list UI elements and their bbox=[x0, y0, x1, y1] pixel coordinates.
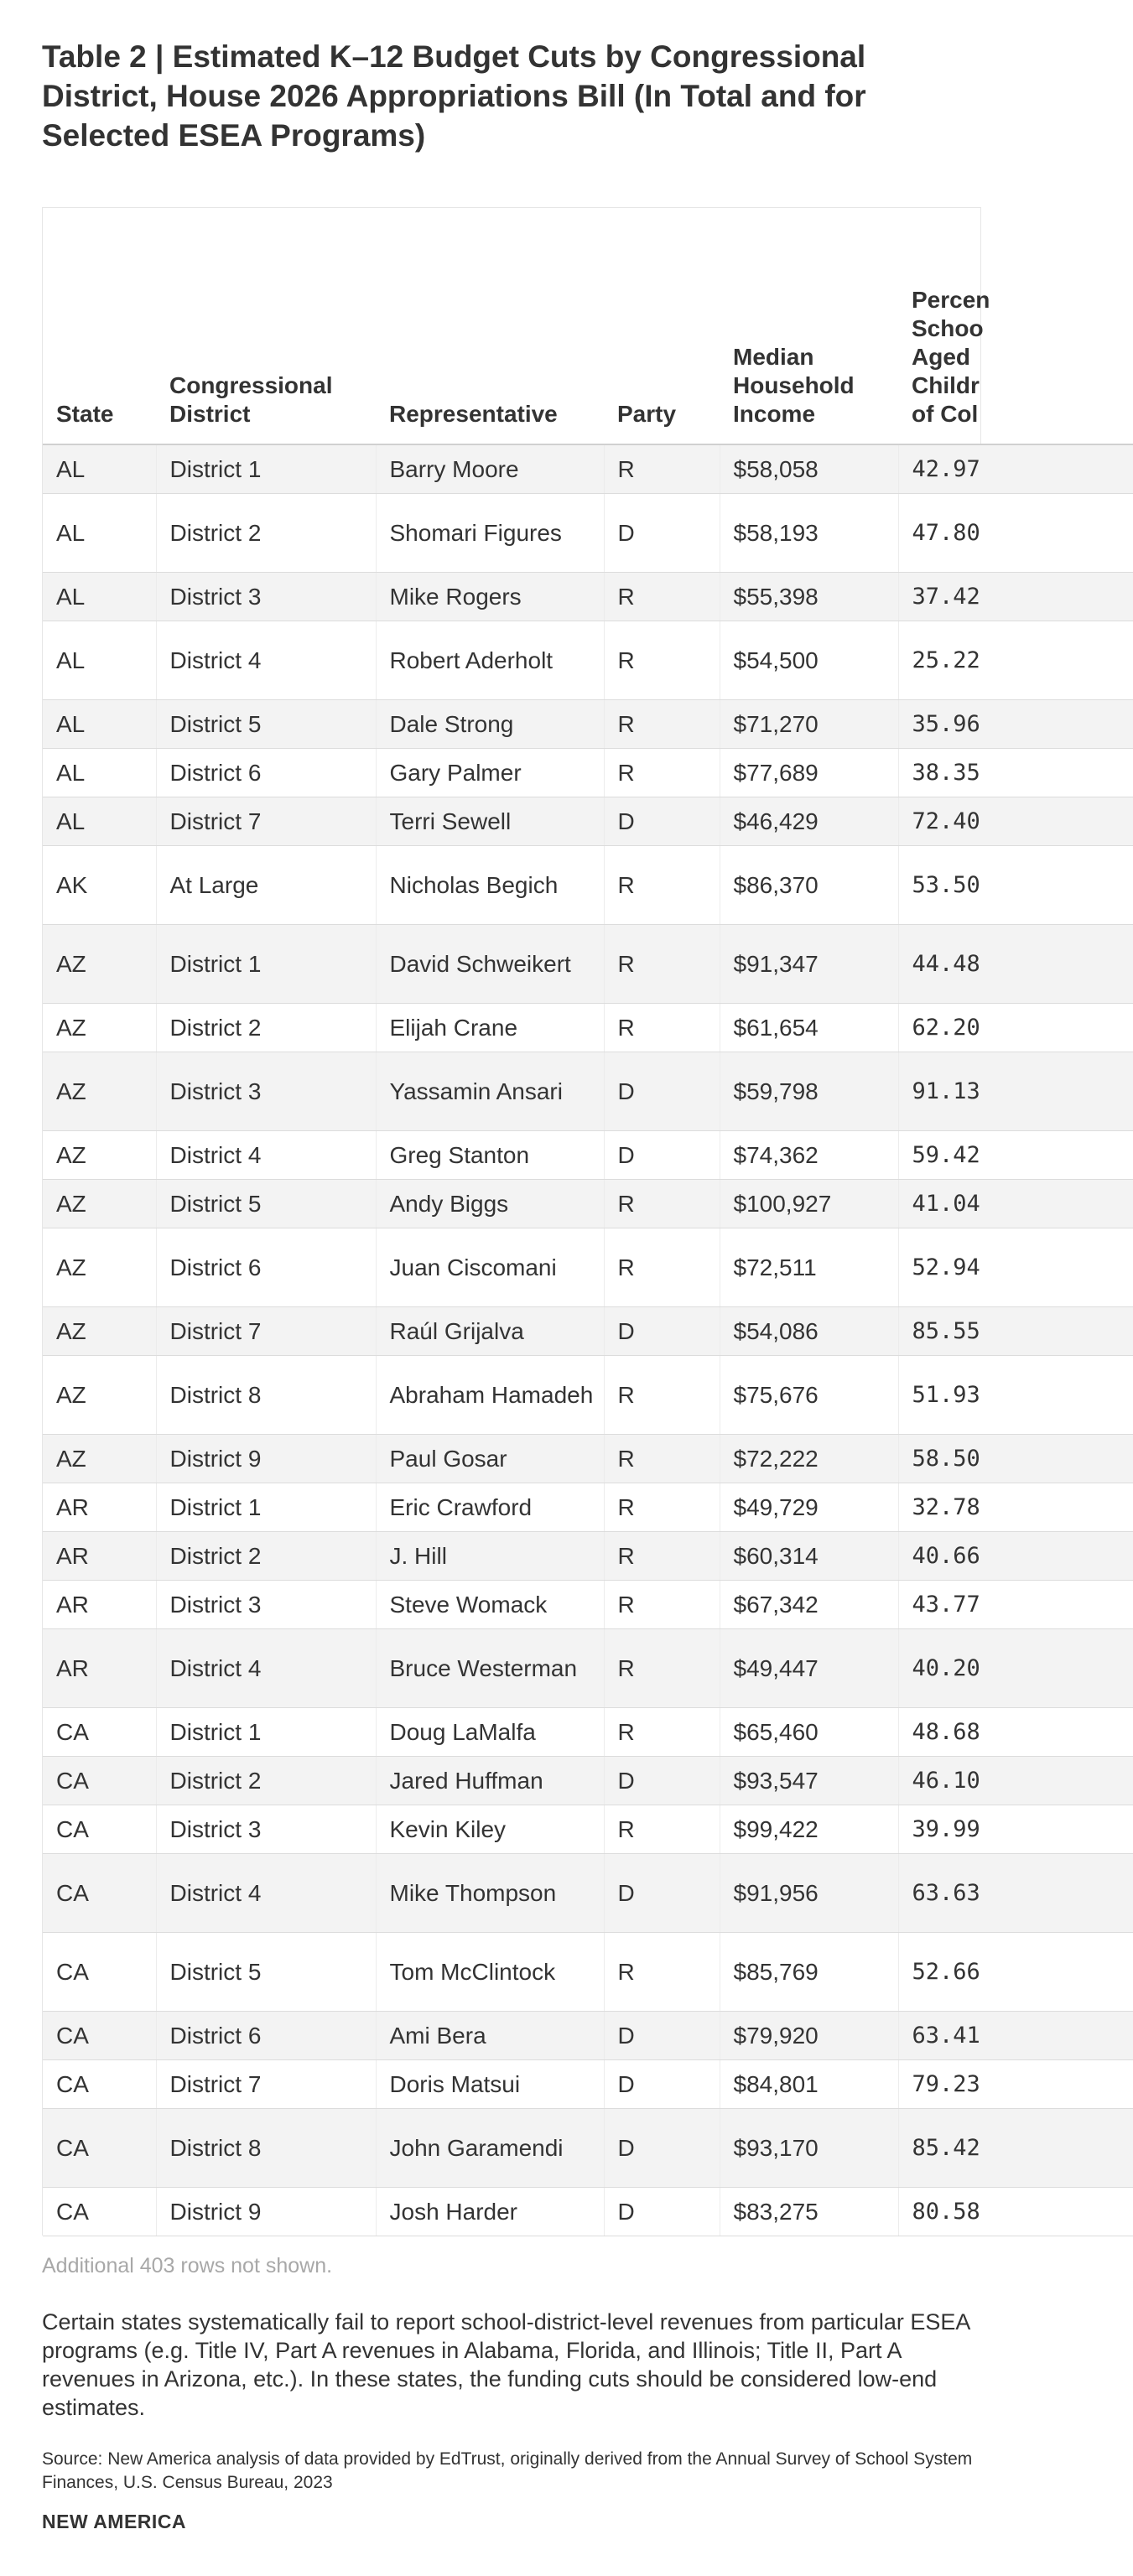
cell-percent: 39.99 bbox=[898, 1805, 1133, 1853]
table-row bbox=[43, 2187, 1133, 2236]
cell-district: District 8 bbox=[156, 2108, 376, 2187]
cell-district: At Large bbox=[156, 845, 376, 924]
footnote: Certain states systematically fail to report school-district-level revenues from particular ESEA programs (e.g. Title IV, Part A revenues in Alabama, Florida, and Illinois; Title II, Part A revenues in Arizona, etc.). In these states, the funding cuts should be considered low-end estimates. bbox=[42, 2309, 969, 2420]
cell-income: $46,429 bbox=[720, 797, 898, 845]
cell-representative: Gary Palmer bbox=[376, 748, 604, 797]
cell-percent: 53.50 bbox=[898, 845, 1133, 924]
cell-income: $93,170 bbox=[720, 2108, 898, 2187]
cell-party: R bbox=[604, 1483, 720, 1531]
table-row bbox=[43, 924, 1133, 1003]
cell-state: CA bbox=[43, 2059, 156, 2108]
table-row bbox=[43, 1853, 1133, 1932]
cell-state: AR bbox=[43, 1483, 156, 1531]
cell-party: R bbox=[604, 1707, 720, 1756]
cell-representative: Kevin Kiley bbox=[376, 1805, 604, 1853]
column-header-state[interactable]: State bbox=[43, 208, 156, 444]
table-row bbox=[43, 621, 1133, 699]
table-row bbox=[43, 1932, 1133, 2011]
cell-district: District 4 bbox=[156, 1628, 376, 1707]
table-row bbox=[43, 493, 1133, 572]
cell-party: R bbox=[604, 1003, 720, 1052]
cell-percent: 46.10 bbox=[898, 1756, 1133, 1805]
table-row bbox=[43, 699, 1133, 748]
table-row bbox=[43, 1580, 1133, 1628]
cell-state: AZ bbox=[43, 1130, 156, 1179]
cell-representative: Andy Biggs bbox=[376, 1179, 604, 1228]
table-row bbox=[43, 1531, 1133, 1580]
cell-state: AR bbox=[43, 1628, 156, 1707]
cell-percent: 32.78 bbox=[898, 1483, 1133, 1531]
cell-income: $67,342 bbox=[720, 1580, 898, 1628]
cell-representative: Mike Thompson bbox=[376, 1853, 604, 1932]
cell-income: $99,422 bbox=[720, 1805, 898, 1853]
cell-district: District 3 bbox=[156, 1805, 376, 1853]
cell-percent: 40.20 bbox=[898, 1628, 1133, 1707]
table-row bbox=[43, 1628, 1133, 1707]
cell-representative: Doug LaMalfa bbox=[376, 1707, 604, 1756]
cell-income: $71,270 bbox=[720, 699, 898, 748]
cell-state: AL bbox=[43, 493, 156, 572]
cell-state: AL bbox=[43, 621, 156, 699]
cell-party: R bbox=[604, 1805, 720, 1853]
table-row bbox=[43, 845, 1133, 924]
cell-representative: Juan Ciscomani bbox=[376, 1228, 604, 1306]
cell-state: CA bbox=[43, 1805, 156, 1853]
cell-party: D bbox=[604, 1756, 720, 1805]
cell-representative: Paul Gosar bbox=[376, 1434, 604, 1483]
cell-district: District 5 bbox=[156, 699, 376, 748]
cell-state: AR bbox=[43, 1580, 156, 1628]
cell-percent: 41.04 bbox=[898, 1179, 1133, 1228]
cell-percent: 52.94 bbox=[898, 1228, 1133, 1306]
cell-state: AZ bbox=[43, 1003, 156, 1052]
cell-state: AL bbox=[43, 444, 156, 493]
column-header-percent[interactable]: Percen Schoo Aged Childr of Col bbox=[898, 208, 1133, 444]
table-row bbox=[43, 1434, 1133, 1483]
cell-state: AZ bbox=[43, 924, 156, 1003]
cell-party: D bbox=[604, 797, 720, 845]
cell-income: $91,347 bbox=[720, 924, 898, 1003]
cell-party: R bbox=[604, 572, 720, 621]
cell-district: District 1 bbox=[156, 1707, 376, 1756]
cell-party: R bbox=[604, 1580, 720, 1628]
cell-representative: Dale Strong bbox=[376, 699, 604, 748]
page-title: Table 2 | Estimated K–12 Budget Cuts by Congressional District, House 2026 Appropriations Bill (In Total and for Selected ESEA Programs) bbox=[42, 39, 866, 153]
cell-representative: John Garamendi bbox=[376, 2108, 604, 2187]
cell-party: D bbox=[604, 1052, 720, 1130]
cell-state: CA bbox=[43, 1707, 156, 1756]
cell-state: CA bbox=[43, 1932, 156, 2011]
column-header-party[interactable]: Party bbox=[604, 208, 720, 444]
cell-district: District 7 bbox=[156, 797, 376, 845]
cell-district: District 6 bbox=[156, 748, 376, 797]
cell-party: R bbox=[604, 621, 720, 699]
cell-representative: Eric Crawford bbox=[376, 1483, 604, 1531]
cell-representative: Steve Womack bbox=[376, 1580, 604, 1628]
cell-state: CA bbox=[43, 2187, 156, 2236]
cell-party: D bbox=[604, 1306, 720, 1355]
cell-district: District 4 bbox=[156, 1853, 376, 1932]
table-header-row bbox=[43, 208, 1133, 444]
cell-state: CA bbox=[43, 2108, 156, 2187]
cell-percent: 85.42 bbox=[898, 2108, 1133, 2187]
cell-income: $74,362 bbox=[720, 1130, 898, 1179]
cell-percent: 43.77 bbox=[898, 1580, 1133, 1628]
cell-district: District 7 bbox=[156, 1306, 376, 1355]
cell-representative: Josh Harder bbox=[376, 2187, 604, 2236]
cell-district: District 6 bbox=[156, 1228, 376, 1306]
cell-state: AZ bbox=[43, 1179, 156, 1228]
cell-district: District 4 bbox=[156, 621, 376, 699]
cell-party: R bbox=[604, 1628, 720, 1707]
source-note: Source: New America analysis of data provided by EdTrust, originally derived from the Annual Survey of School System Finances, U.S. Census Bureau, 2023 bbox=[42, 2449, 973, 2492]
cell-party: D bbox=[604, 2059, 720, 2108]
cell-representative: Barry Moore bbox=[376, 444, 604, 493]
cell-representative: David Schweikert bbox=[376, 924, 604, 1003]
cell-income: $65,460 bbox=[720, 1707, 898, 1756]
cell-district: District 5 bbox=[156, 1932, 376, 2011]
cell-percent: 35.96 bbox=[898, 699, 1133, 748]
cell-percent: 42.97 bbox=[898, 444, 1133, 493]
cell-income: $83,275 bbox=[720, 2187, 898, 2236]
cell-state: CA bbox=[43, 1756, 156, 1805]
table-row bbox=[43, 1756, 1133, 1805]
cell-income: $61,654 bbox=[720, 1003, 898, 1052]
column-header-income[interactable]: Median Household Income bbox=[720, 208, 898, 444]
table-row bbox=[43, 1306, 1133, 1355]
cell-representative: Elijah Crane bbox=[376, 1003, 604, 1052]
cell-percent: 48.68 bbox=[898, 1707, 1133, 1756]
cell-percent: 47.80 bbox=[898, 493, 1133, 572]
cell-district: District 1 bbox=[156, 924, 376, 1003]
cell-party: R bbox=[604, 924, 720, 1003]
cell-state: AL bbox=[43, 797, 156, 845]
cell-state: AZ bbox=[43, 1434, 156, 1483]
cell-percent: 72.40 bbox=[898, 797, 1133, 845]
cell-district: District 2 bbox=[156, 1531, 376, 1580]
cell-party: R bbox=[604, 1228, 720, 1306]
cell-party: D bbox=[604, 493, 720, 572]
cell-district: District 7 bbox=[156, 2059, 376, 2108]
table-row bbox=[43, 2011, 1133, 2059]
cell-income: $91,956 bbox=[720, 1853, 898, 1932]
cell-district: District 2 bbox=[156, 1756, 376, 1805]
cell-district: District 9 bbox=[156, 1434, 376, 1483]
cell-state: AZ bbox=[43, 1228, 156, 1306]
cell-income: $55,398 bbox=[720, 572, 898, 621]
cell-state: CA bbox=[43, 2011, 156, 2059]
table-row bbox=[43, 2059, 1133, 2108]
cell-district: District 5 bbox=[156, 1179, 376, 1228]
table-row bbox=[43, 1228, 1133, 1306]
cell-income: $60,314 bbox=[720, 1531, 898, 1580]
cell-income: $58,193 bbox=[720, 493, 898, 572]
cell-representative: Ami Bera bbox=[376, 2011, 604, 2059]
cell-party: R bbox=[604, 1355, 720, 1434]
cell-district: District 4 bbox=[156, 1130, 376, 1179]
table-row bbox=[43, 1179, 1133, 1228]
cell-percent: 37.42 bbox=[898, 572, 1133, 621]
table-row bbox=[43, 1707, 1133, 1756]
cell-district: District 3 bbox=[156, 1580, 376, 1628]
cell-percent: 79.23 bbox=[898, 2059, 1133, 2108]
cell-district: District 2 bbox=[156, 493, 376, 572]
table-row bbox=[43, 1130, 1133, 1179]
cell-district: District 3 bbox=[156, 1052, 376, 1130]
cell-representative: Terri Sewell bbox=[376, 797, 604, 845]
cell-income: $85,769 bbox=[720, 1932, 898, 2011]
cell-representative: Shomari Figures bbox=[376, 493, 604, 572]
cell-income: $72,222 bbox=[720, 1434, 898, 1483]
cell-representative: Greg Stanton bbox=[376, 1130, 604, 1179]
cell-income: $49,447 bbox=[720, 1628, 898, 1707]
cell-party: R bbox=[604, 845, 720, 924]
cell-party: D bbox=[604, 2011, 720, 2059]
more-rows-note: Additional 403 rows not shown. bbox=[42, 2254, 333, 2277]
cell-percent: 40.66 bbox=[898, 1531, 1133, 1580]
cell-party: R bbox=[604, 748, 720, 797]
cell-representative: J. Hill bbox=[376, 1531, 604, 1580]
cell-income: $49,729 bbox=[720, 1483, 898, 1531]
table-row bbox=[43, 1355, 1133, 1434]
cell-district: District 6 bbox=[156, 2011, 376, 2059]
cell-party: R bbox=[604, 1932, 720, 2011]
cell-district: District 2 bbox=[156, 1003, 376, 1052]
cell-percent: 59.42 bbox=[898, 1130, 1133, 1179]
data-table bbox=[43, 208, 1133, 2236]
cell-income: $54,500 bbox=[720, 621, 898, 699]
cell-representative: Tom McClintock bbox=[376, 1932, 604, 2011]
brand-name: NEW AMERICA bbox=[42, 2511, 187, 2532]
table-row bbox=[43, 1003, 1133, 1052]
cell-income: $59,798 bbox=[720, 1052, 898, 1130]
cell-percent: 80.58 bbox=[898, 2187, 1133, 2236]
cell-district: District 3 bbox=[156, 572, 376, 621]
cell-income: $75,676 bbox=[720, 1355, 898, 1434]
cell-state: AL bbox=[43, 572, 156, 621]
cell-district: District 9 bbox=[156, 2187, 376, 2236]
cell-party: R bbox=[604, 1179, 720, 1228]
cell-income: $86,370 bbox=[720, 845, 898, 924]
table-row bbox=[43, 2108, 1133, 2187]
cell-income: $54,086 bbox=[720, 1306, 898, 1355]
cell-income: $79,920 bbox=[720, 2011, 898, 2059]
cell-representative: Nicholas Begich bbox=[376, 845, 604, 924]
cell-party: D bbox=[604, 2187, 720, 2236]
cell-income: $72,511 bbox=[720, 1228, 898, 1306]
cell-party: R bbox=[604, 1434, 720, 1483]
column-header-representative[interactable]: Representative bbox=[376, 208, 604, 444]
cell-percent: 44.48 bbox=[898, 924, 1133, 1003]
cell-percent: 85.55 bbox=[898, 1306, 1133, 1355]
cell-party: R bbox=[604, 444, 720, 493]
cell-representative: Mike Rogers bbox=[376, 572, 604, 621]
cell-percent: 25.22 bbox=[898, 621, 1133, 699]
cell-representative: Doris Matsui bbox=[376, 2059, 604, 2108]
data-table-container[interactable] bbox=[42, 207, 990, 2236]
table-row bbox=[43, 1052, 1133, 1130]
cell-state: AL bbox=[43, 699, 156, 748]
cell-income: $93,547 bbox=[720, 1756, 898, 1805]
cell-state: AL bbox=[43, 748, 156, 797]
cell-percent: 58.50 bbox=[898, 1434, 1133, 1483]
cell-state: CA bbox=[43, 1853, 156, 1932]
cell-party: R bbox=[604, 1531, 720, 1580]
cell-percent: 62.20 bbox=[898, 1003, 1133, 1052]
cell-party: D bbox=[604, 1853, 720, 1932]
cell-percent: 63.41 bbox=[898, 2011, 1133, 2059]
cell-percent: 63.63 bbox=[898, 1853, 1133, 1932]
table-row bbox=[43, 1483, 1133, 1531]
cell-state: AR bbox=[43, 1531, 156, 1580]
cell-representative: Bruce Westerman bbox=[376, 1628, 604, 1707]
cell-state: AZ bbox=[43, 1355, 156, 1434]
cell-income: $100,927 bbox=[720, 1179, 898, 1228]
cell-district: District 1 bbox=[156, 1483, 376, 1531]
cell-percent: 38.35 bbox=[898, 748, 1133, 797]
table-row bbox=[43, 797, 1133, 845]
cell-party: D bbox=[604, 2108, 720, 2187]
cell-income: $58,058 bbox=[720, 444, 898, 493]
cell-district: District 1 bbox=[156, 444, 376, 493]
cell-representative: Abraham Hamadeh bbox=[376, 1355, 604, 1434]
cell-state: AK bbox=[43, 845, 156, 924]
table-body bbox=[43, 444, 1133, 2236]
cell-party: R bbox=[604, 699, 720, 748]
cell-income: $77,689 bbox=[720, 748, 898, 797]
cell-state: AZ bbox=[43, 1306, 156, 1355]
cell-district: District 8 bbox=[156, 1355, 376, 1434]
cell-representative: Yassamin Ansari bbox=[376, 1052, 604, 1130]
cell-representative: Jared Huffman bbox=[376, 1756, 604, 1805]
cell-percent: 51.93 bbox=[898, 1355, 1133, 1434]
cell-percent: 52.66 bbox=[898, 1932, 1133, 2011]
table-row bbox=[43, 572, 1133, 621]
cell-representative: Raúl Grijalva bbox=[376, 1306, 604, 1355]
table-row bbox=[43, 748, 1133, 797]
cell-party: D bbox=[604, 1130, 720, 1179]
cell-state: AZ bbox=[43, 1052, 156, 1130]
column-header-district[interactable]: Congressional District bbox=[156, 208, 376, 444]
cell-representative: Robert Aderholt bbox=[376, 621, 604, 699]
cell-income: $84,801 bbox=[720, 2059, 898, 2108]
table-row bbox=[43, 444, 1133, 493]
cell-percent: 91.13 bbox=[898, 1052, 1133, 1130]
table-row bbox=[43, 1805, 1133, 1853]
